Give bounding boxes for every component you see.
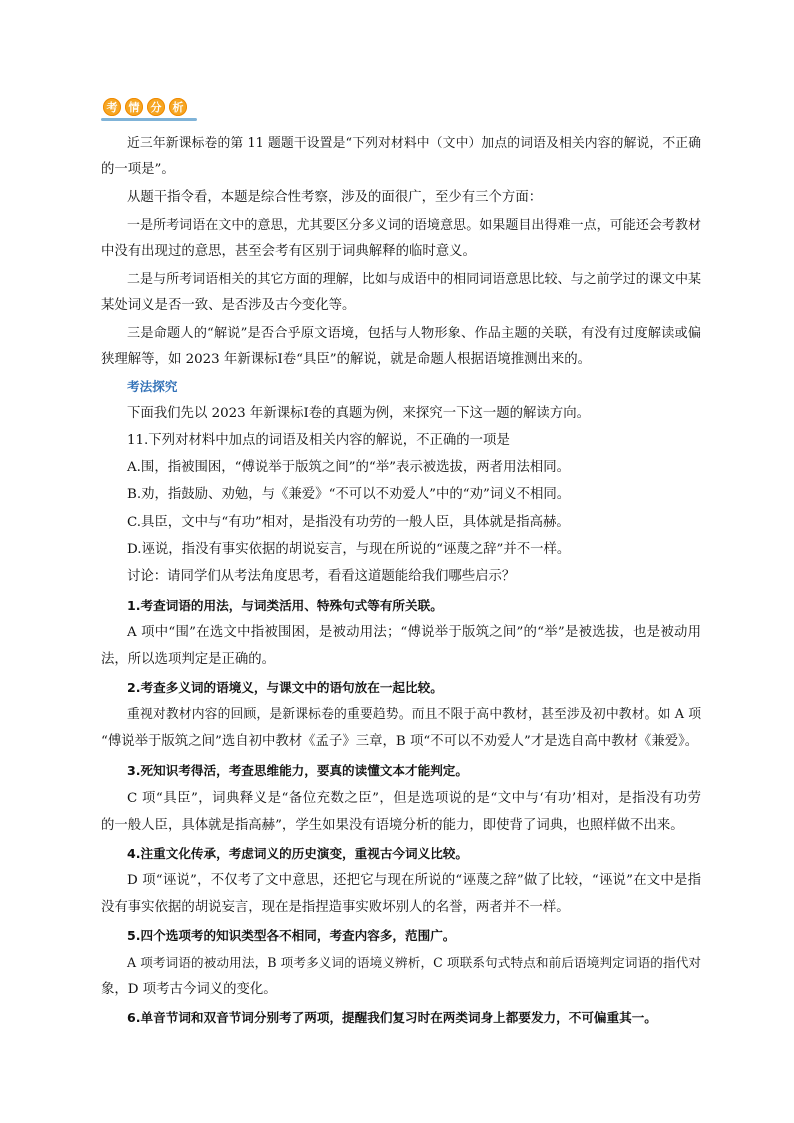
option-d: D.诬说，指没有事实依据的胡说妄言，与现在所说的“诬蔑之辞”并不一样。 (127, 542, 571, 557)
badge-underline (101, 118, 197, 121)
question-line: 11.下列对材料中加点的词语及相关内容的解说，不正确的一项是 (127, 433, 510, 448)
point-title: 1.考查词语的用法，与词类活用、特殊句式等有所关联。 (127, 598, 443, 613)
point-title: 6.单音节词和双音节词分别考了两项，提醒我们复习时在两类词身上都要发力，不可偏重其一。 (127, 1010, 657, 1025)
option-b: B.劝，指鼓励、劝勉，与《兼爱》“不可以不劝爱人”中的“劝”词义不相同。 (127, 487, 571, 502)
option-c: C.具臣，文中与“有功”相对，是指没有功劳的一般人臣，具体就是指高赫。 (127, 515, 570, 530)
section-heading: 考法探究 (127, 379, 178, 394)
badge-char: 析 (169, 98, 187, 116)
paragraph-line: A 项考词语的被动用法，B 项考多义词的语境义辨析，C 项联系句式特点和前后语境判定词语的指代对 (127, 955, 701, 970)
paragraph-line: D 项“诬说”，不仅考了文中意思，还把它与现在所说的“诬蔑之辞”做了比较，“诬说”在文中是指 (127, 873, 701, 888)
paragraph-line: 重视对教材内容的回顾，是新课标卷的重要趋势。而且不限于高中教材，甚至涉及初中教材。如 A 项 (127, 707, 701, 722)
point-title: 4.注重文化传承，考虑词义的历史演变，重视古今词义比较。 (127, 846, 468, 861)
paragraph-line: 的一般人臣，具体就是指高赫”，学生如果没有语境分析的能力，即使背了词典，也照样做不出来。 (101, 818, 684, 833)
paragraph-line: 法，所以选项判定是正确的。 (101, 652, 276, 667)
paragraph-line: “傅说举于版筑之间”选自初中教材《孟子》三章，B 项“不可以不劝爱人”才是选自高中教材《兼爱》。 (101, 734, 699, 749)
badge-char: 情 (125, 98, 143, 116)
point-title: 3.死知识考得活，考查思维能力，要真的读懂文本才能判定。 (127, 763, 468, 778)
paragraph-line: 近三年新课标卷的第 11 题题干设置是“下列对材料中（文中）加点的词语及相关内容的解说，不正确 (127, 136, 701, 151)
paragraph-line: 一是所考词语在文中的意思，尤其要区分多义词的语境意思。如果题目出得难一点，可能还会考教材 (127, 218, 701, 233)
badge-char: 分 (147, 98, 165, 116)
paragraph-line: 狭理解等，如 2023 年新课标Ⅰ卷“具臣”的解说，就是命题人根据语境推测出来的。 (101, 352, 592, 367)
option-a: A.围，指被围困，“傅说举于版筑之间”的“举”表示被选拔，两者用法相同。 (127, 460, 571, 475)
paragraph-line: 某处词义是否一致、是否涉及古今变化等。 (101, 298, 356, 313)
paragraph-line: A 项中“围”在选文中指被围困，是被动用法；“傅说举于版筑之间”的“举”是被选拔，也是被动用 (127, 625, 701, 640)
paragraph-line: 从题干指令看，本题是综合性考察，涉及的面很广，至少有三个方面： (127, 190, 543, 205)
paragraph-line: 象，D 项考古今词义的变化。 (101, 982, 277, 997)
point-title: 2.考查多义词的语境义，与课文中的语句放在一起比较。 (127, 680, 443, 695)
paragraph-line: 没有事实依据的胡说妄言，现在是指捏造事实败坏别人的名誉，两者并不一样。 (101, 900, 570, 915)
discussion-line: 讨论：请同学们从考法角度思考，看看这道题能给我们哪些启示？ (127, 569, 516, 584)
paragraph-line: 的一项是”。 (101, 162, 175, 177)
paragraph-line: 下面我们先以 2023 年新课标Ⅰ卷的真题为例，来探究一下这一题的解读方向。 (127, 406, 590, 421)
paragraph-line: 三是命题人的“解说”是否合乎原文语境，包括与人物形象、作品主题的关联，有没有过度解读或偏 (127, 326, 701, 341)
section-badge (101, 96, 197, 120)
paragraph-line: 中没有出现过的意思，甚至会考有区别于词典解释的临时意义。 (101, 244, 476, 259)
point-title: 5.四个选项考的知识类型各不相同，考查内容多，范围广。 (127, 928, 456, 943)
paragraph-line: 二是与所考词语相关的其它方面的理解，比如与成语中的相同词语意思比较、与之前学过的课文中某 (127, 272, 701, 287)
badge-char: 考 (103, 98, 121, 116)
paragraph-line: C 项“具臣”，词典释义是“备位充数之臣”，但是选项说的是“文中与‘有功’相对，是指没有功劳 (127, 791, 701, 806)
